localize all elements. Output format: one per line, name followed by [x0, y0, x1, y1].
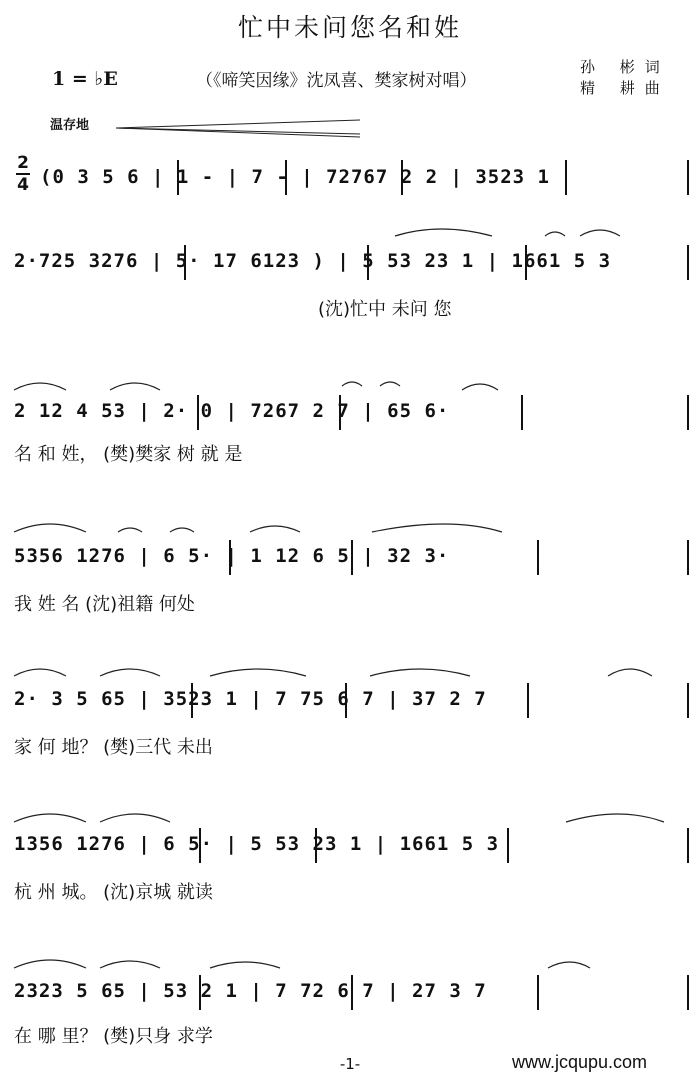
system-5-notes: 2· 3 5 65 | 3523 1 | 7 75 6 7 | 37 2 7: [14, 688, 487, 710]
page-title: 忙中未问您名和姓: [237, 13, 462, 42]
system-2-notes: 2·725 3276 | 5· 17 6123 ) | 5 53 23 1 | 1661 5 3: [14, 250, 612, 272]
system-5-lyrics: 家 何 地？ (樊)三代 未出: [14, 737, 213, 758]
system-7-lyrics: 在 哪 里？ (樊)只身 求学: [14, 1026, 213, 1047]
composer-credit: 精 耕曲: [580, 79, 670, 97]
system-4-lyrics: 我 姓 名 (沈)祖籍 何处: [14, 594, 195, 615]
system-6-notes: 1356 1276 | 6 5· | 5 53 23 1 | 1661 5 3: [14, 833, 500, 855]
watermark: www.jcqupu.com: [512, 1052, 648, 1072]
system-2-lyrics: (沈)忙中 未问 您: [318, 299, 452, 320]
system-7-notes: 2323 5 65 | 53 2 1 | 7 72 6 7 | 27 3 7: [14, 980, 487, 1002]
system-1-notes: (0 3 5 6 | 1 - | 7 - | 72767 2 2 | 3523 1: [40, 166, 550, 188]
system-4-notes: 5356 1276 | 6 5· | 1 12 6 5 | 32 3·: [14, 545, 450, 567]
lyricist-credit: 孙 彬词: [580, 58, 670, 76]
system-6-lyrics: 杭 州 城。 (沈)京城 就读: [14, 882, 213, 903]
system-3-notes: 2 12 4 53 | 2· 0 | 7267 2 7 | 65 6·: [14, 400, 450, 422]
time-signature-top: 2: [17, 153, 29, 173]
system-3-lyrics: 名 和 姓， (樊)樊家 树 就 是: [14, 444, 243, 465]
key-signature: 1 = ♭E: [52, 68, 118, 90]
time-signature-bottom: 4: [17, 175, 29, 195]
source-note: （《啼笑因缘》沈凤喜、樊家树对唱）: [196, 71, 477, 91]
page-number: -1-: [339, 1055, 361, 1073]
tempo-marking: 温存地: [50, 118, 90, 133]
